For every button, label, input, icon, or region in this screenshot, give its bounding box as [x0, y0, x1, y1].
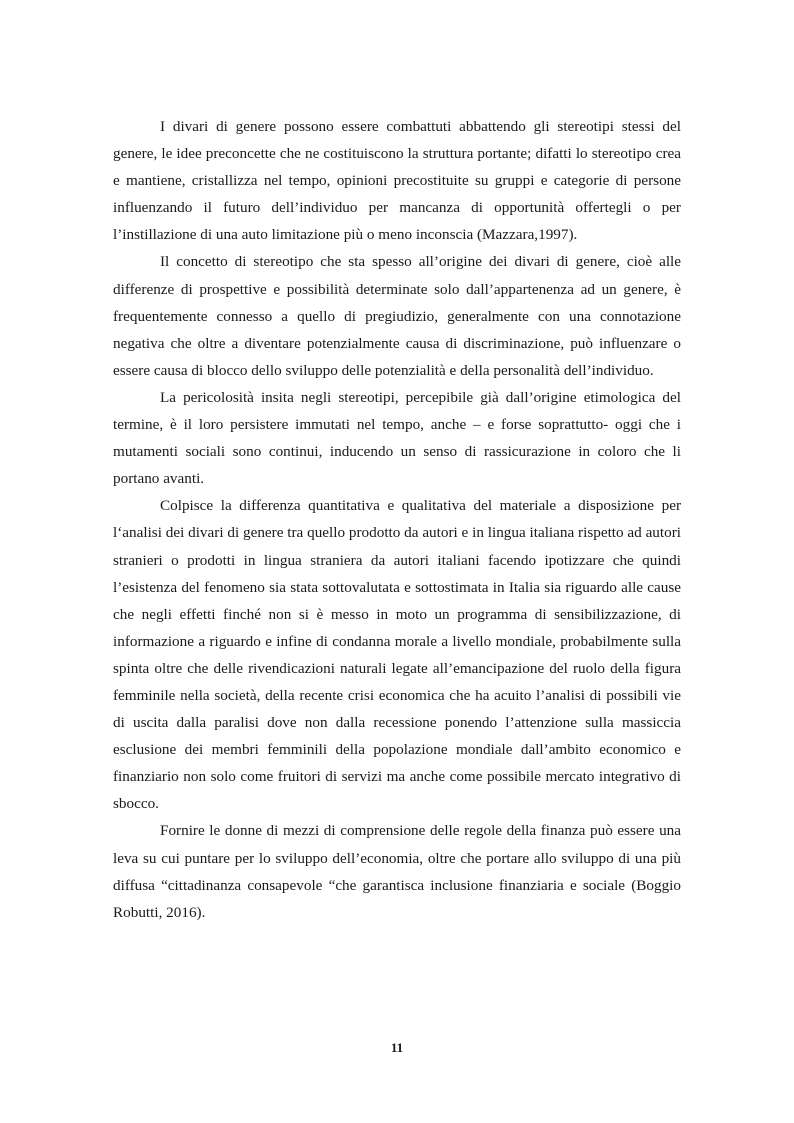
paragraph-2: Il concetto di stereotipo che sta spesso all’origine dei divari di genere, cioè alle differenze di prospettive e possibilità determinate solo dall’appartenenza ad un genere, è frequentemente connesso a quello di pregiudizio, generalmente con una connotazione negativa che oltre a diventare potenzialmente causa di discriminazione, può influenzare o essere causa di blocco dello sviluppo delle potenzialità e della personalità dell’individuo.: [113, 253, 681, 379]
paragraph-4: Colpisce la differenza quantitativa e qualitativa del materiale a disposizione per l‘analisi dei divari di genere tra quello prodotto da autori e in lingua italiana rispetto ad autori stranieri o prodotti in lingua straniera da autori italiani facendo ipotizzare che quindi l’esistenza del fenomeno sia stata sottovalutata e sottostimata in Italia sia riguardo alle cause che negli effetti finché non si è messo in moto un programma di sensibilizzazione, di informazione a riguardo e infine di condanna morale a livello mondiale, probabilmente sulla spinta oltre che delle rivendicazioni naturali legate all’emancipazione del ruolo della figura femminile nella società, della recente crisi economica che ha acuito l’analisi di possibili vie di uscita dalla paralisi dove non dalla recessione ponendo l’attenzione sulla massiccia esclusione dei membri femminili della popolazione mondiale dall’ambito economico e finanziario non solo come fruitori di servizi ma anche come possibile mercato integrativo di sbocco.: [113, 497, 681, 813]
page-number: 11: [390, 1040, 404, 1055]
paragraph-3: La pericolosità insita negli stereotipi, percepibile già dall’origine etimologica del termine, è il loro persistere immutati nel tempo, anche – e forse soprattutto- oggi che i mutamenti sociali sono continui, inducendo un senso di rassicurazione in coloro che li portano avanti.: [113, 388, 681, 488]
paragraph-1: I divari di genere possono essere combattuti abbattendo gli stereotipi stessi del genere, le idee preconcette che ne costituiscono la struttura portante; difatti lo stereotipo crea e mantiene, cristallizza nel tempo, opinioni precostituite su gruppi e categorie di persone influenzando il futuro dell’individuo per mancanza di opportunità offertegli o per l’instillazione di una auto limitazione più o meno inconscia (Mazzara,1997).: [113, 118, 681, 244]
body-text: [113, 113, 681, 926]
paragraph-5: Fornire le donne di mezzi di comprensione delle regole della finanza può essere una leva su cui puntare per lo sviluppo dell’economia, oltre che portare allo sviluppo di una più diffusa “cittadinanza consapevole “che garantisca inclusione finanziaria e sociale (Boggio Robutti, 2016).: [113, 822, 681, 921]
